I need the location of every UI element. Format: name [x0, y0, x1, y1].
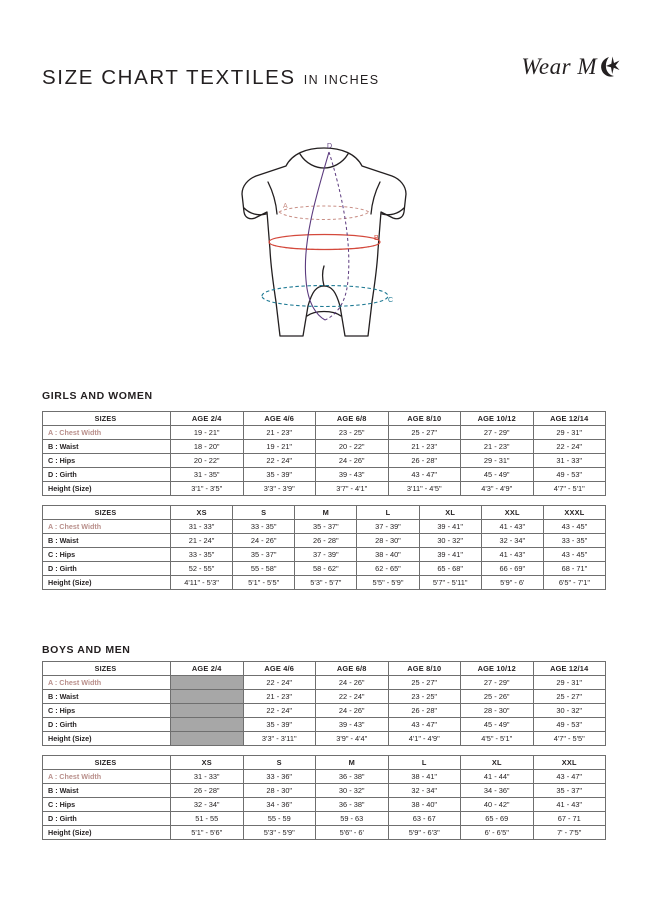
- diagram-label-d: D: [327, 143, 333, 150]
- row-label: B : Waist: [43, 440, 171, 454]
- cell: 39 - 41": [419, 548, 481, 562]
- table-header-row: [43, 756, 606, 770]
- cell: 26 - 28": [295, 534, 357, 548]
- cell: 52 - 55": [171, 562, 233, 576]
- cell: 37 - 39": [357, 520, 419, 534]
- cell: 25 - 26": [461, 690, 534, 704]
- cell: 33 - 36": [243, 770, 316, 784]
- cell: 49 - 53": [533, 718, 606, 732]
- cell: 5'6" - 6': [316, 826, 389, 840]
- col-head: SIZES: [43, 412, 171, 426]
- brand-name: Wear M: [521, 54, 597, 79]
- table-row: [43, 576, 606, 590]
- row-label: C : Hips: [43, 548, 171, 562]
- cell: 4'11" - 5'3": [171, 576, 233, 590]
- page-header: [42, 54, 620, 112]
- cell: 40 - 42": [461, 798, 534, 812]
- cell: 3'11" - 4'5": [388, 482, 461, 496]
- cell: 4'3" - 4'9": [461, 482, 534, 496]
- row-label: B : Waist: [43, 784, 171, 798]
- cell: 20 - 22": [171, 454, 244, 468]
- page-title-main: SIZE CHART TEXTILES: [42, 66, 296, 89]
- cell: 30 - 32": [533, 704, 606, 718]
- cell: 23 - 25": [316, 426, 389, 440]
- row-label: A : Chest Width: [43, 676, 171, 690]
- cell: 30 - 32": [316, 784, 389, 798]
- moon-star-icon: [598, 55, 620, 84]
- cell: 32 - 34": [388, 784, 461, 798]
- table-row: [43, 440, 606, 454]
- cell: 5'1" - 5'5": [233, 576, 295, 590]
- col-head: XL: [461, 756, 534, 770]
- cell: 51 - 55: [171, 812, 244, 826]
- cell: 28 - 30": [461, 704, 534, 718]
- cell: 43 - 47": [533, 770, 606, 784]
- col-head: SIZES: [43, 662, 171, 676]
- table-row: [43, 704, 606, 718]
- cell: 43 - 47": [388, 718, 461, 732]
- table-row: [43, 482, 606, 496]
- cell-empty: [171, 676, 244, 690]
- table-row: [43, 770, 606, 784]
- cell: 25 - 27": [388, 426, 461, 440]
- size-table: [42, 661, 606, 746]
- table-header-row: [43, 412, 606, 426]
- cell: 5'3" - 5'7": [295, 576, 357, 590]
- cell: 19 - 21": [243, 440, 316, 454]
- col-head: AGE 8/10: [388, 412, 461, 426]
- cell: 32 - 34": [171, 798, 244, 812]
- cell: 4'7" - 5'5": [533, 732, 606, 746]
- row-label: D : Girth: [43, 718, 171, 732]
- cell: 22 - 24": [316, 690, 389, 704]
- col-head: AGE 2/4: [171, 412, 244, 426]
- table-row: [43, 520, 606, 534]
- cell: 5'7" - 5'11": [419, 576, 481, 590]
- col-head: AGE 6/8: [316, 662, 389, 676]
- cell: 68 - 71": [543, 562, 605, 576]
- cell: 30 - 32": [419, 534, 481, 548]
- row-label: D : Girth: [43, 468, 171, 482]
- row-label: A : Chest Width: [43, 770, 171, 784]
- col-head: XXXL: [543, 506, 605, 520]
- cell: 23 - 25": [388, 690, 461, 704]
- cell: 39 - 41": [419, 520, 481, 534]
- cell: 26 - 28": [171, 784, 244, 798]
- table-row: [43, 676, 606, 690]
- cell: 65 - 68": [419, 562, 481, 576]
- table-row: [43, 690, 606, 704]
- table-men-adult: [42, 755, 606, 840]
- row-label: D : Girth: [43, 812, 171, 826]
- cell: 28 - 30": [357, 534, 419, 548]
- table-header-row: [43, 506, 606, 520]
- table-row: [43, 468, 606, 482]
- cell: 37 - 39": [295, 548, 357, 562]
- cell: 24 - 26": [316, 676, 389, 690]
- cell: 33 - 35": [171, 548, 233, 562]
- cell: 33 - 35": [543, 534, 605, 548]
- cell: 21 - 23": [243, 690, 316, 704]
- cell: 4'7" - 5'1": [533, 482, 606, 496]
- cell: 45 - 49": [461, 718, 534, 732]
- col-head: AGE 2/4: [171, 662, 244, 676]
- cell: 41 - 43": [533, 798, 606, 812]
- cell: 31 - 33": [533, 454, 606, 468]
- cell: 35 - 39": [243, 718, 316, 732]
- col-head: S: [233, 506, 295, 520]
- cell-empty: [171, 704, 244, 718]
- col-head: XS: [171, 506, 233, 520]
- cell: 5'1" - 5'6": [171, 826, 244, 840]
- cell: 4'5" - 5'1": [461, 732, 534, 746]
- cell: 45 - 49": [461, 468, 534, 482]
- row-label: Height (Size): [43, 482, 171, 496]
- cell: 3'3" - 3'11": [243, 732, 316, 746]
- cell: 41 - 44": [461, 770, 534, 784]
- cell: 5'9" - 6'3": [388, 826, 461, 840]
- cell: 31 - 35": [171, 468, 244, 482]
- table-row: [43, 454, 606, 468]
- cell: 63 - 67: [388, 812, 461, 826]
- cell: 6'5" - 7'1": [543, 576, 605, 590]
- cell: 24 - 26": [316, 704, 389, 718]
- row-label: Height (Size): [43, 576, 171, 590]
- cell: 3'1" - 3'5": [171, 482, 244, 496]
- size-table: [42, 755, 606, 840]
- cell: 5'3" - 5'9": [243, 826, 316, 840]
- cell: 67 - 71: [533, 812, 606, 826]
- cell: 21 - 23": [243, 426, 316, 440]
- table-row: [43, 562, 606, 576]
- cell: 33 - 35": [233, 520, 295, 534]
- cell: 29 - 31": [461, 454, 534, 468]
- cell-empty: [171, 732, 244, 746]
- cell: 41 - 43": [481, 520, 543, 534]
- cell: 22 - 24": [243, 454, 316, 468]
- cell: 59 - 63: [316, 812, 389, 826]
- body-measurement-diagram: [0, 130, 648, 370]
- cell: 35 - 37": [233, 548, 295, 562]
- cell: 5'9" - 6': [481, 576, 543, 590]
- diagram-label-a: A: [283, 203, 288, 210]
- table-girls-kids: [42, 411, 606, 496]
- row-label: C : Hips: [43, 798, 171, 812]
- cell: 26 - 28": [388, 704, 461, 718]
- table-row: [43, 784, 606, 798]
- table-row: [43, 732, 606, 746]
- table-women-adult: [42, 505, 606, 590]
- size-table: [42, 411, 606, 496]
- table-row: [43, 826, 606, 840]
- cell: 27 - 29": [461, 426, 534, 440]
- cell: 21 - 24": [171, 534, 233, 548]
- cell: 6' - 6'5": [461, 826, 534, 840]
- cell: 18 - 20": [171, 440, 244, 454]
- cell: 32 - 34": [481, 534, 543, 548]
- section-title-girls-women: GIRLS AND WOMEN: [42, 390, 153, 402]
- cell: 7' - 7'5": [533, 826, 606, 840]
- table-row: [43, 534, 606, 548]
- col-head: SIZES: [43, 506, 171, 520]
- cell: 34 - 36": [243, 798, 316, 812]
- cell: 22 - 24": [243, 704, 316, 718]
- cell: 34 - 36": [461, 784, 534, 798]
- cell: 36 - 38": [316, 798, 389, 812]
- table-row: [43, 426, 606, 440]
- cell: 49 - 53": [533, 468, 606, 482]
- cell: 43 - 45": [543, 520, 605, 534]
- cell: 39 - 43": [316, 468, 389, 482]
- cell: 24 - 26": [233, 534, 295, 548]
- table-row: [43, 812, 606, 826]
- col-head: AGE 8/10: [388, 662, 461, 676]
- cell: 26 - 28": [388, 454, 461, 468]
- table-row: [43, 798, 606, 812]
- cell: 38 - 41": [388, 770, 461, 784]
- col-head: L: [357, 506, 419, 520]
- col-head: AGE 10/12: [461, 412, 534, 426]
- col-head: XL: [419, 506, 481, 520]
- col-head: M: [316, 756, 389, 770]
- col-head: S: [243, 756, 316, 770]
- cell: 19 - 21": [171, 426, 244, 440]
- cell: 24 - 26": [316, 454, 389, 468]
- row-label: B : Waist: [43, 690, 171, 704]
- cell: 3'3" - 3'9": [243, 482, 316, 496]
- cell: 29 - 31": [533, 426, 606, 440]
- col-head: M: [295, 506, 357, 520]
- cell: 58 - 62": [295, 562, 357, 576]
- row-label: D : Girth: [43, 562, 171, 576]
- page-title-units: IN INCHES: [303, 73, 380, 87]
- cell: 36 - 38": [316, 770, 389, 784]
- size-table: [42, 505, 606, 590]
- cell-empty: [171, 690, 244, 704]
- cell: 65 - 69: [461, 812, 534, 826]
- col-head: AGE 10/12: [461, 662, 534, 676]
- cell: 43 - 47": [388, 468, 461, 482]
- cell: 29 - 31": [533, 676, 606, 690]
- col-head: AGE 4/6: [243, 412, 316, 426]
- table-boys-kids: [42, 661, 606, 746]
- cell: 55 - 59: [243, 812, 316, 826]
- col-head: AGE 12/14: [533, 662, 606, 676]
- col-head: SIZES: [43, 756, 171, 770]
- row-label: C : Hips: [43, 454, 171, 468]
- diagram-label-c: C: [388, 297, 394, 304]
- cell: 41 - 43": [481, 548, 543, 562]
- cell: 28 - 30": [243, 784, 316, 798]
- cell: 22 - 24": [533, 440, 606, 454]
- cell: 3'9" - 4'4": [316, 732, 389, 746]
- cell: 55 - 58": [233, 562, 295, 576]
- cell: 38 - 40": [388, 798, 461, 812]
- cell: 25 - 27": [533, 690, 606, 704]
- cell: 66 - 69": [481, 562, 543, 576]
- table-row: [43, 548, 606, 562]
- col-head: AGE 6/8: [316, 412, 389, 426]
- cell: 5'5" - 5'9": [357, 576, 419, 590]
- table-row: [43, 718, 606, 732]
- cell: 38 - 40": [357, 548, 419, 562]
- table-header-row: [43, 662, 606, 676]
- cell: 3'7" - 4'1": [316, 482, 389, 496]
- col-head: AGE 4/6: [243, 662, 316, 676]
- col-head: L: [388, 756, 461, 770]
- cell: 22 - 24": [243, 676, 316, 690]
- cell: 20 - 22": [316, 440, 389, 454]
- diagram-label-b: B: [374, 235, 379, 242]
- row-label: A : Chest Width: [43, 520, 171, 534]
- cell: 31 - 33": [171, 770, 244, 784]
- col-head: XXL: [481, 506, 543, 520]
- cell-empty: [171, 718, 244, 732]
- cell: 62 - 65": [357, 562, 419, 576]
- cell: 27 - 29": [461, 676, 534, 690]
- cell: 21 - 23": [461, 440, 534, 454]
- cell: 39 - 43": [316, 718, 389, 732]
- col-head: AGE 12/14: [533, 412, 606, 426]
- row-label: Height (Size): [43, 732, 171, 746]
- col-head: XS: [171, 756, 244, 770]
- section-title-boys-men: BOYS AND MEN: [42, 644, 131, 656]
- brand-logo: [521, 54, 620, 84]
- cell: 35 - 37": [533, 784, 606, 798]
- cell: 35 - 37": [295, 520, 357, 534]
- cell: 43 - 45": [543, 548, 605, 562]
- cell: 4'1" - 4'9": [388, 732, 461, 746]
- row-label: B : Waist: [43, 534, 171, 548]
- col-head: XXL: [533, 756, 606, 770]
- cell: 31 - 33": [171, 520, 233, 534]
- cell: 35 - 39": [243, 468, 316, 482]
- row-label: C : Hips: [43, 704, 171, 718]
- cell: 21 - 23": [388, 440, 461, 454]
- row-label: A : Chest Width: [43, 426, 171, 440]
- row-label: Height (Size): [43, 826, 171, 840]
- cell: 25 - 27": [388, 676, 461, 690]
